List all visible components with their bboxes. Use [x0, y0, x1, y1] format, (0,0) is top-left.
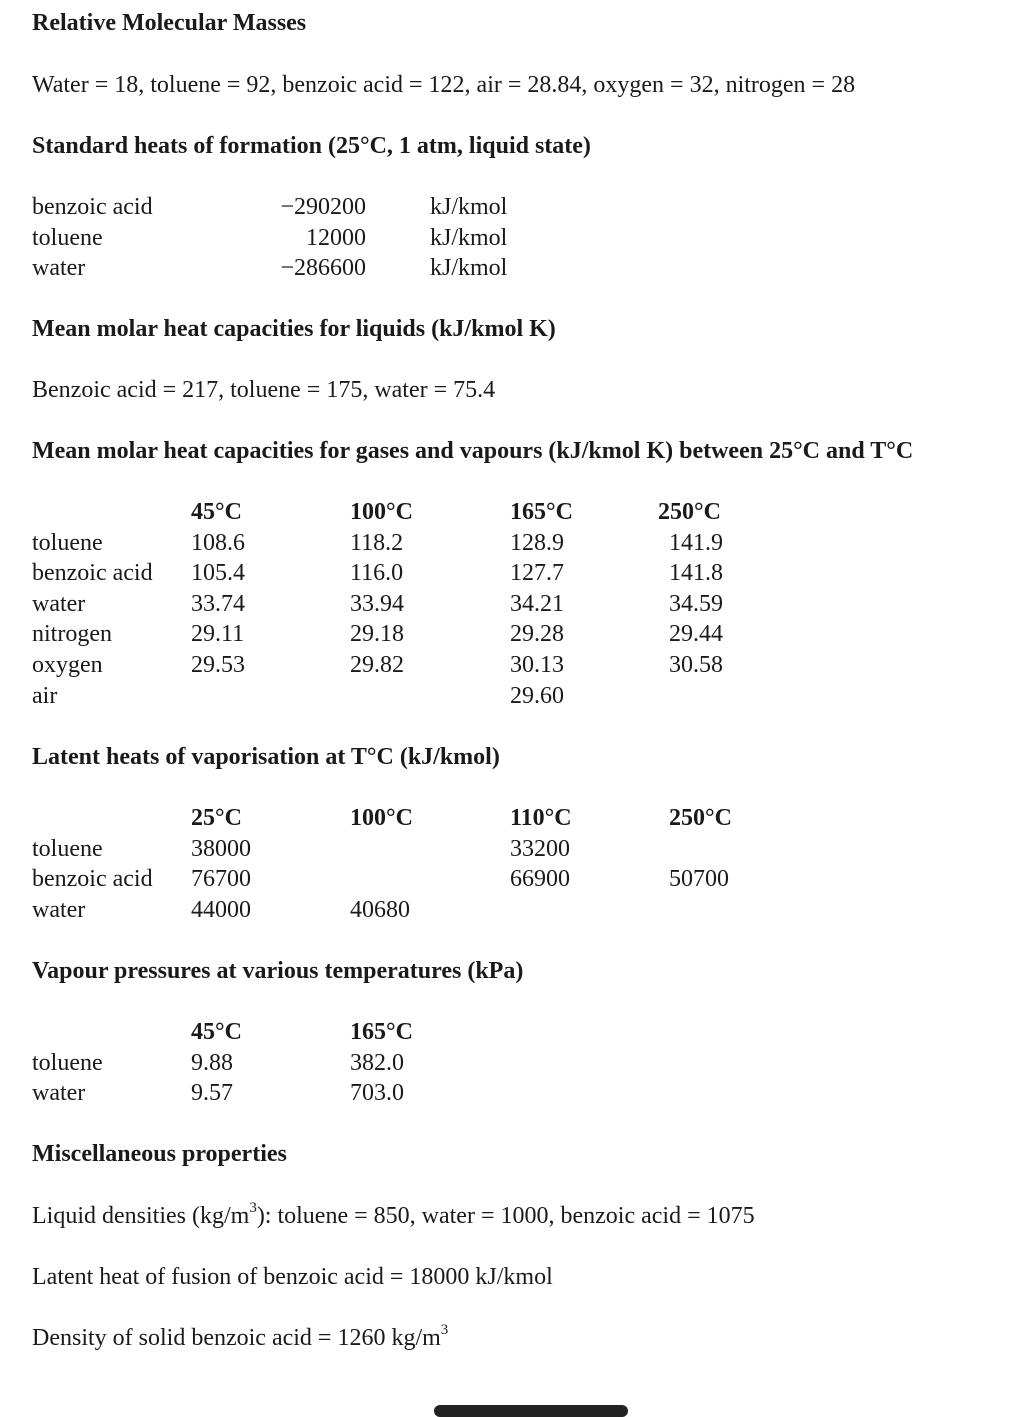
row-label: toluene [32, 835, 103, 862]
liquid-densities-suffix: ): toluene = 850, water = 1000, benzoic acid = 1075 [256, 1203, 755, 1229]
molecular-masses-text: Water = 18, toluene = 92, benzoic acid = 122, air = 28.84, oxygen = 32, nitrogen = 28 [32, 72, 856, 98]
table-cell: 128.9 [510, 529, 564, 556]
latent-heat-fusion-text: Latent heat of fusion of benzoic acid = 18000 kJ/kmol [32, 1264, 553, 1290]
column-header: 45°C [191, 499, 242, 525]
superscript: 3 [440, 1322, 449, 1338]
row-label: water [32, 255, 86, 282]
column-header: 45°C [191, 1019, 242, 1045]
row-label: benzoic acid [32, 194, 153, 220]
table-cell: 116.0 [350, 560, 404, 587]
table-cell: 44000 [191, 896, 251, 923]
table-cell: 9.88 [191, 1049, 233, 1076]
table-cell: 33200 [510, 835, 570, 862]
cp-liquids-text: Benzoic acid = 217, toluene = 175, water = 75.4 [32, 377, 496, 403]
solid-density-text [32, 1323, 448, 1353]
column-header: 165°C [350, 1019, 413, 1045]
table-cell: 9.57 [191, 1080, 233, 1107]
row-label: water [32, 896, 86, 923]
table-cell: 127.7 [510, 560, 564, 587]
row-unit: kJ/kmol [430, 224, 508, 251]
row-unit: kJ/kmol [430, 194, 508, 220]
row-label: water [32, 1080, 86, 1107]
heading-cp-liquids: Mean molar heat capacities for liquids (kJ/kmol K) [32, 316, 556, 342]
table-cell: 29.53 [191, 651, 245, 678]
row-label: benzoic acid [32, 560, 153, 587]
table-cell: 108.6 [191, 529, 245, 556]
row-label: water [32, 590, 86, 617]
column-header: 100°C [350, 499, 413, 525]
heading-vapour-pressures: Vapour pressures at various temperatures (kPa) [32, 958, 524, 984]
table-cell: 29.18 [350, 621, 404, 648]
table-cell: 33.94 [350, 590, 404, 617]
table-cell: 118.2 [350, 529, 404, 556]
table-cell: 29.11 [191, 621, 245, 648]
column-header: 25°C [191, 805, 242, 831]
table-cell: 29.44 [669, 621, 723, 648]
liquid-densities-prefix: Liquid densities (kg/m [32, 1203, 250, 1229]
row-label: toluene [32, 224, 103, 251]
row-unit: kJ/kmol [430, 255, 508, 282]
table-cell: 29.28 [510, 621, 564, 648]
table-cell: 382.0 [350, 1049, 404, 1076]
row-label: toluene [32, 1049, 103, 1076]
row-label: nitrogen [32, 621, 112, 648]
table-cell: 29.82 [350, 651, 404, 678]
table-cell: 76700 [191, 866, 251, 893]
column-header: 110°C [510, 805, 572, 831]
row-value: −290200 [280, 194, 366, 220]
liquid-densities-text [32, 1201, 755, 1231]
table-cell: 703.0 [350, 1080, 404, 1107]
heading-heats-of-formation: Standard heats of formation (25°C, 1 atm, liquid state) [32, 133, 591, 159]
table-cell: 34.59 [669, 590, 723, 617]
table-cell: 30.13 [510, 651, 564, 678]
table-cell: 50700 [669, 866, 729, 893]
column-header: 100°C [350, 805, 413, 831]
table-cell: 34.21 [510, 590, 564, 617]
table-cell: 105.4 [191, 560, 245, 587]
row-label: toluene [32, 529, 103, 556]
column-header: 250°C [669, 805, 732, 831]
home-indicator[interactable] [434, 1405, 628, 1417]
table-cell: 40680 [350, 896, 410, 923]
superscript: 3 [249, 1200, 257, 1216]
heading-cp-gases: Mean molar heat capacities for gases and vapours (kJ/kmol K) between 25°C and T°C [32, 438, 914, 464]
row-label: air [32, 682, 58, 709]
table-cell: 141.8 [669, 560, 723, 587]
table-cell: 66900 [510, 866, 570, 893]
row-value: 12000 [306, 224, 366, 251]
heading-relative-molecular-masses: Relative Molecular Masses [32, 10, 307, 36]
table-cell: 30.58 [669, 651, 723, 678]
row-label: oxygen [32, 651, 103, 678]
table-cell: 141.9 [669, 529, 723, 556]
row-value: −286600 [280, 255, 366, 282]
column-header: 250°C [658, 499, 721, 525]
table-cell: 29.60 [510, 682, 564, 709]
solid-density-prefix: Density of solid benzoic acid = 1260 kg/m [32, 1325, 441, 1351]
table-cell: 38000 [191, 835, 251, 862]
heading-latent-heats: Latent heats of vaporisation at T°C (kJ/kmol) [32, 744, 500, 770]
row-label: benzoic acid [32, 866, 153, 893]
column-header: 165°C [510, 499, 573, 525]
heading-misc-properties: Miscellaneous properties [32, 1141, 287, 1167]
table-cell: 33.74 [191, 590, 245, 617]
